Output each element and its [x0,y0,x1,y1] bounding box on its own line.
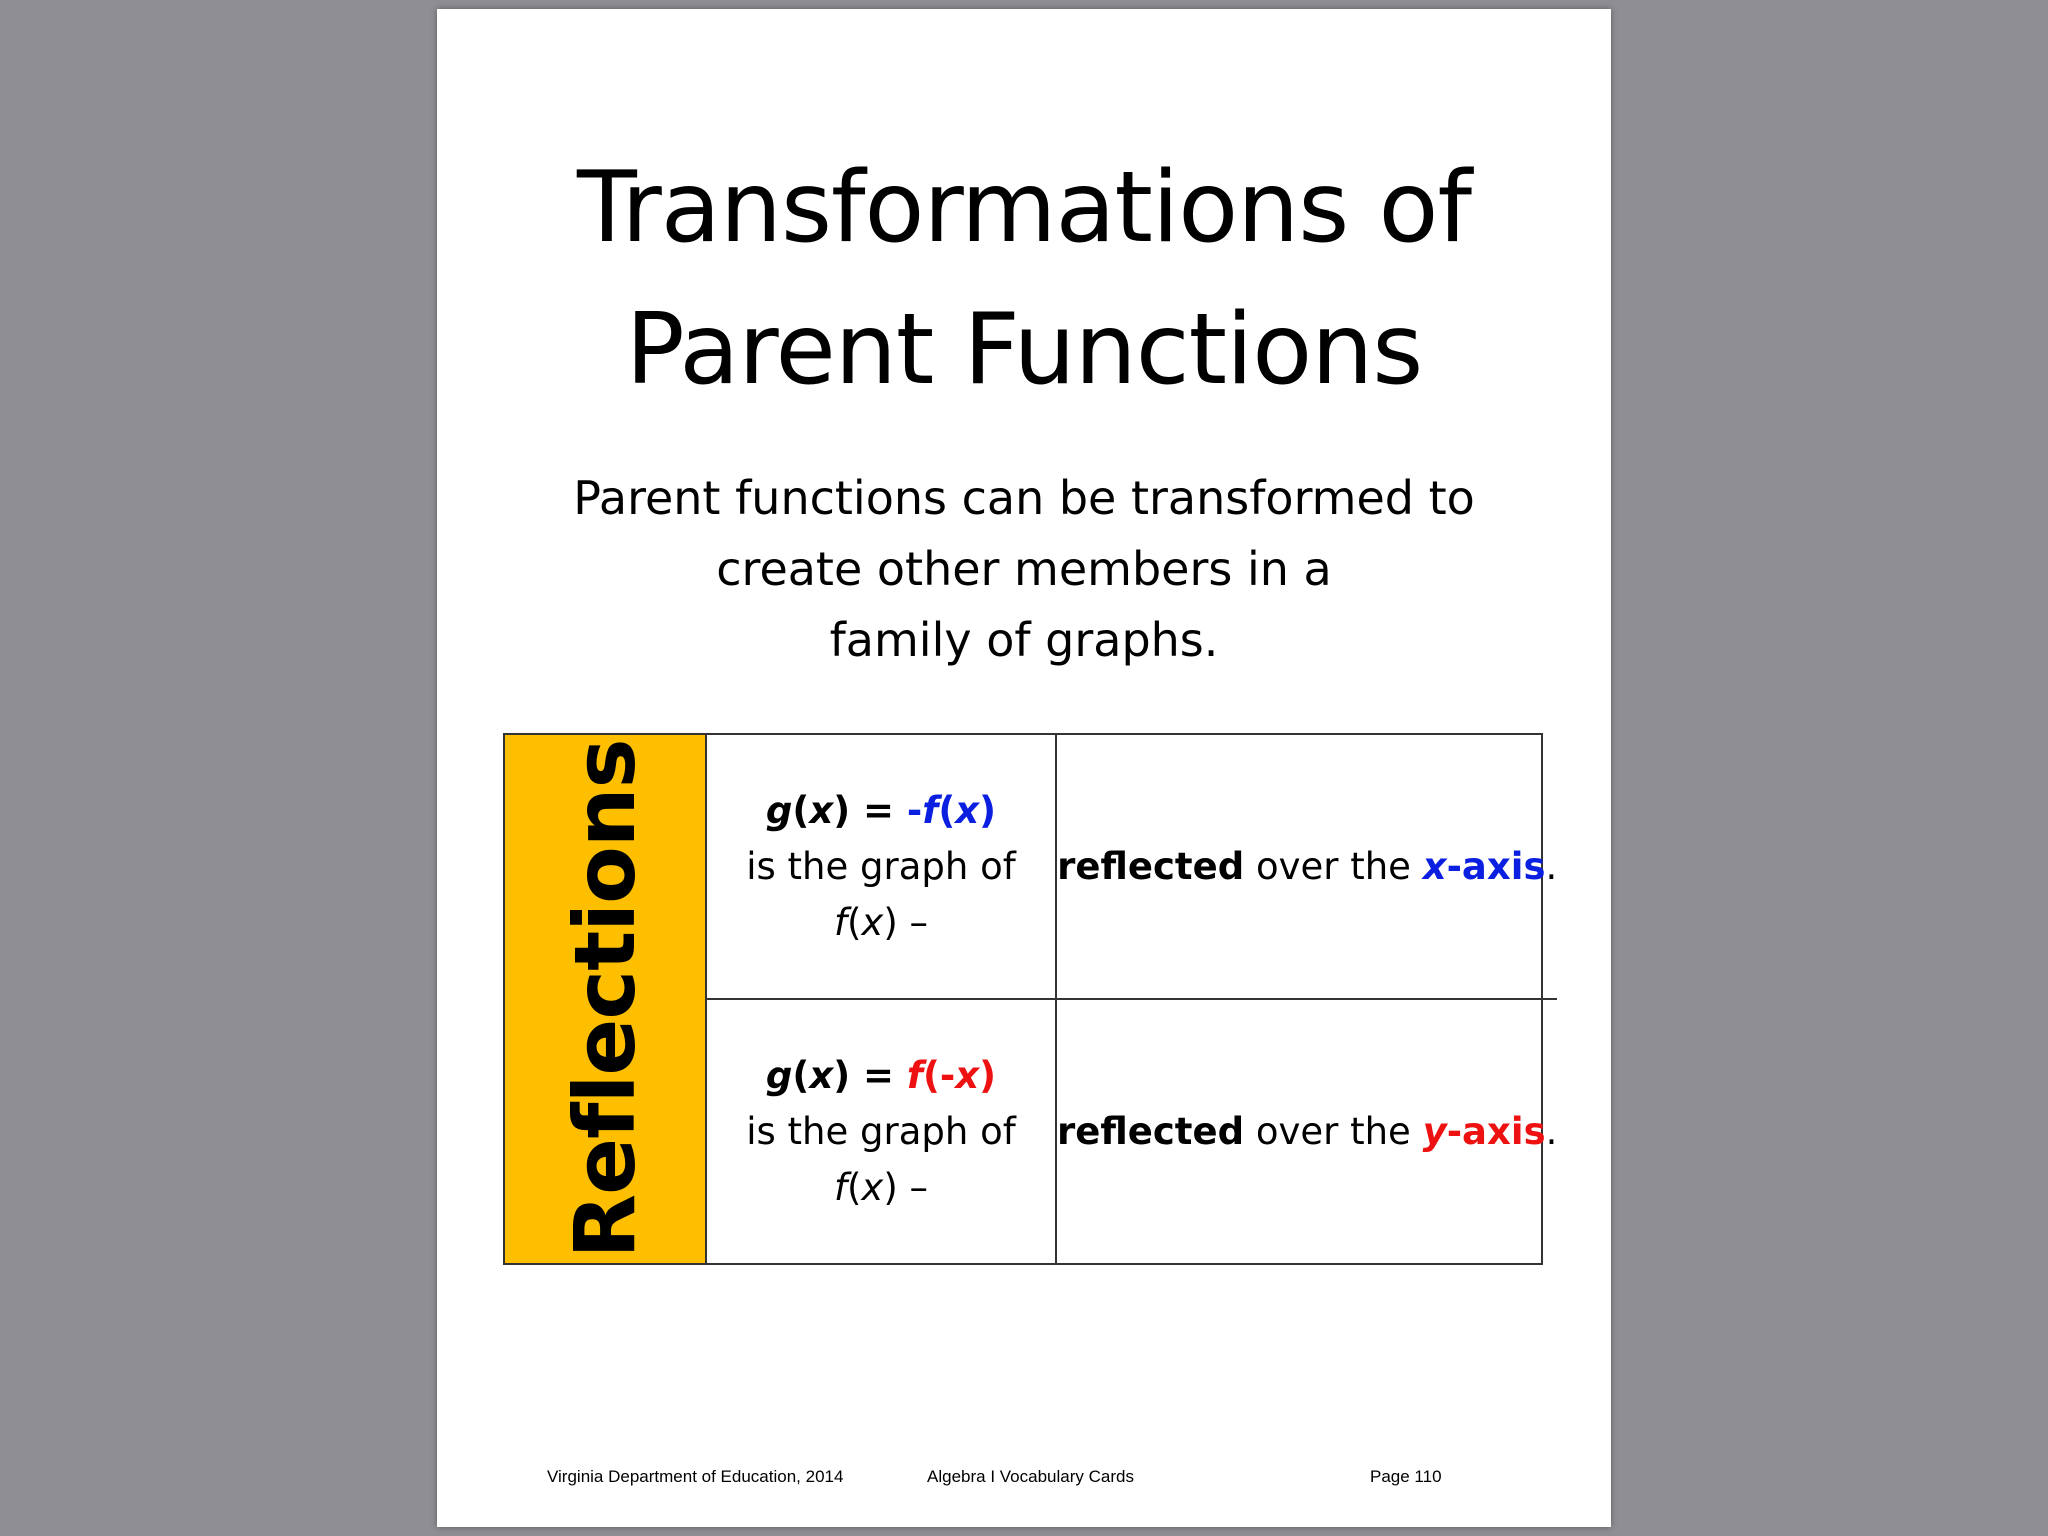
eq-open-paren: ( [792,788,810,832]
eq-rhs-close-paren: ) [979,788,997,832]
eq-close-equals: ) = [833,788,907,832]
category-label: Reflections [556,739,654,1259]
desc-mid: over the [1244,845,1423,888]
card-rows [707,735,1557,1263]
intro-line-3: family of graphs. [829,613,1219,667]
category-label-cell [505,735,707,1263]
eq-rhs-negative-sign: - [906,788,923,832]
footer-title: Algebra I Vocabulary Cards [927,1467,1134,1486]
title-line-2: Parent Functions [625,293,1423,407]
parent-x: x [861,1165,884,1209]
table-row [707,735,1557,998]
parent-function [834,895,928,951]
eq-rhs-f: f [922,788,939,832]
eq-close-equals: ) = [833,1053,907,1097]
parent-open-paren: ( [846,1165,862,1209]
footer-page-number: Page 110 [1370,1467,1442,1486]
parent-close-dash: ) – [883,900,929,944]
eq-x: x [809,1053,834,1097]
intro-line-2: create other members in a [716,542,1332,596]
eq-x: x [809,788,834,832]
eq-rhs-open-paren: ( [938,788,956,832]
parent-function [834,1160,928,1216]
eq-rhs-open-paren-negative: (- [923,1053,956,1097]
parent-f: f [833,1165,847,1209]
eq-rhs-f: f [906,1053,923,1097]
page-title [437,137,1611,421]
equation [766,783,996,839]
desc-bold: reflected [1057,845,1245,888]
intro-line-1: Parent functions can be transformed to [573,471,1475,525]
parent-open-paren: ( [846,900,862,944]
eq-rhs-close-paren: ) [979,1053,997,1097]
description-cell [1057,1000,1557,1263]
parent-close-dash: ) – [883,1165,929,1209]
footer-source: Virginia Department of Education, 2014 [547,1467,844,1486]
equation-caption: is the graph of [746,844,1016,888]
desc-axis-letter: x [1422,845,1447,888]
desc-axis-rest: -axis [1446,845,1546,888]
eq-rhs-x: x [955,788,980,832]
equation-caption: is the graph of [746,1109,1016,1153]
vocabulary-card-table [503,733,1558,1265]
desc-bold: reflected [1057,1110,1245,1153]
equation [766,1048,996,1104]
desc-axis-rest: -axis [1446,1110,1546,1153]
eq-rhs-x: x [955,1053,980,1097]
eq-g: g [765,788,793,832]
document-page [437,9,1611,1527]
equation-cell [707,735,1057,998]
table-row [707,998,1557,1263]
desc-end: . [1545,845,1558,888]
parent-x: x [861,900,884,944]
title-line-1: Transformations of [577,151,1471,265]
eq-open-paren: ( [792,1053,810,1097]
equation-cell [707,1000,1057,1263]
parent-f: f [833,900,847,944]
desc-axis-letter: y [1422,1110,1447,1153]
eq-g: g [765,1053,793,1097]
description-cell [1057,735,1557,998]
desc-end: . [1545,1110,1558,1153]
intro-text [437,463,1611,676]
desc-mid: over the [1244,1110,1423,1153]
